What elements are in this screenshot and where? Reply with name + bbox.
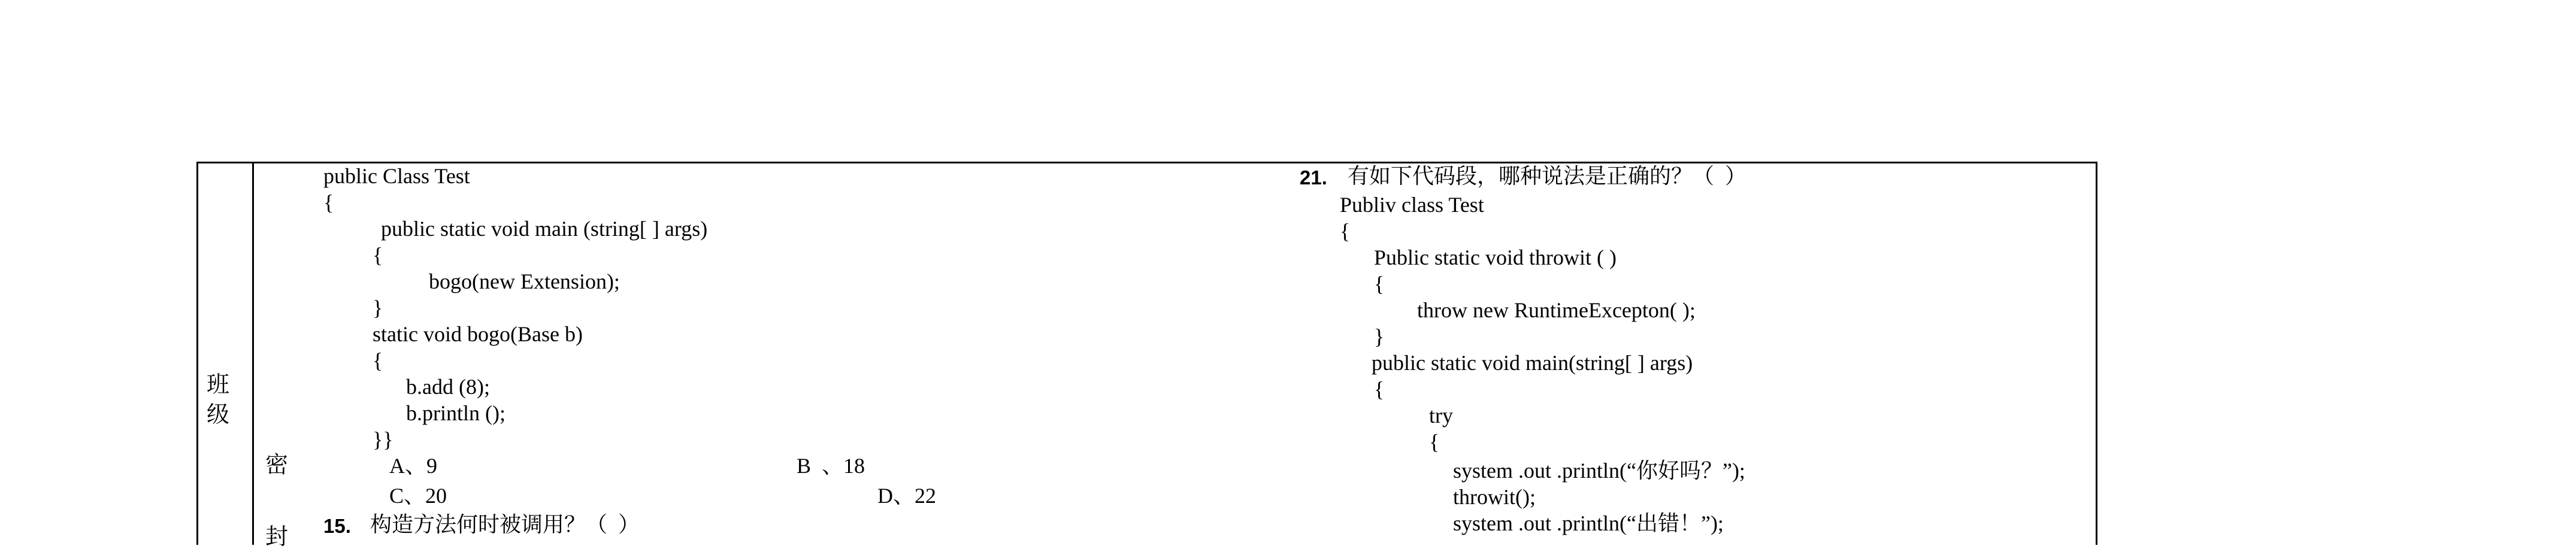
code-line: { [1374,377,1385,401]
code-line: { [373,243,383,267]
code-line: system .out .println(“你好吗？”); [1453,459,1745,483]
code-line: { [1429,430,1440,454]
code-line: Publiv class Test [1340,193,1484,217]
code-line: throw new RuntimeExcepton( ); [1417,298,1696,322]
seal-label-2: 封 [265,524,289,550]
code-line: throwit(); [1453,485,1536,509]
option-a: A、9 [389,454,437,478]
option-c: C、20 [389,484,447,508]
code-line: } [1374,324,1385,348]
code-line: Public static void throwit ( ) [1374,245,1617,269]
code-line: { [323,190,334,214]
code-line: public static void main (string[ ] args) [381,217,708,241]
code-line: b.add (8); [406,375,490,399]
code-line: public static void main(string[ ] args) [1372,351,1693,375]
option-b: B 、18 [797,454,865,478]
code-line: { [1374,272,1385,296]
option-d: D、22 [877,484,936,508]
code-line: b.println (); [406,401,505,425]
question-15-text: 构造方法何时被调用？（ ） [370,512,640,536]
question-21-text: 有如下代码段，哪种说法是正确的？（ ） [1348,164,1747,188]
question-21-number: 21. [1300,166,1327,189]
class-label-char-1: 班 [207,372,230,398]
code-line: static void bogo(Base b) [373,322,583,346]
code-line: } [373,296,383,320]
code-line: bogo(new Extension); [429,269,620,293]
code-line: { [1340,219,1351,243]
code-line: }} [373,427,393,451]
code-line: { [373,348,383,372]
binding-column-divider [252,162,254,545]
code-line: system .out .println(“出错！”); [1453,511,1724,535]
question-15-number: 15. [323,515,351,537]
code-line: public Class Test [323,164,470,188]
class-label-char-2: 级 [207,402,230,427]
code-line: try [1429,404,1453,427]
seal-label: 密 [265,453,289,478]
